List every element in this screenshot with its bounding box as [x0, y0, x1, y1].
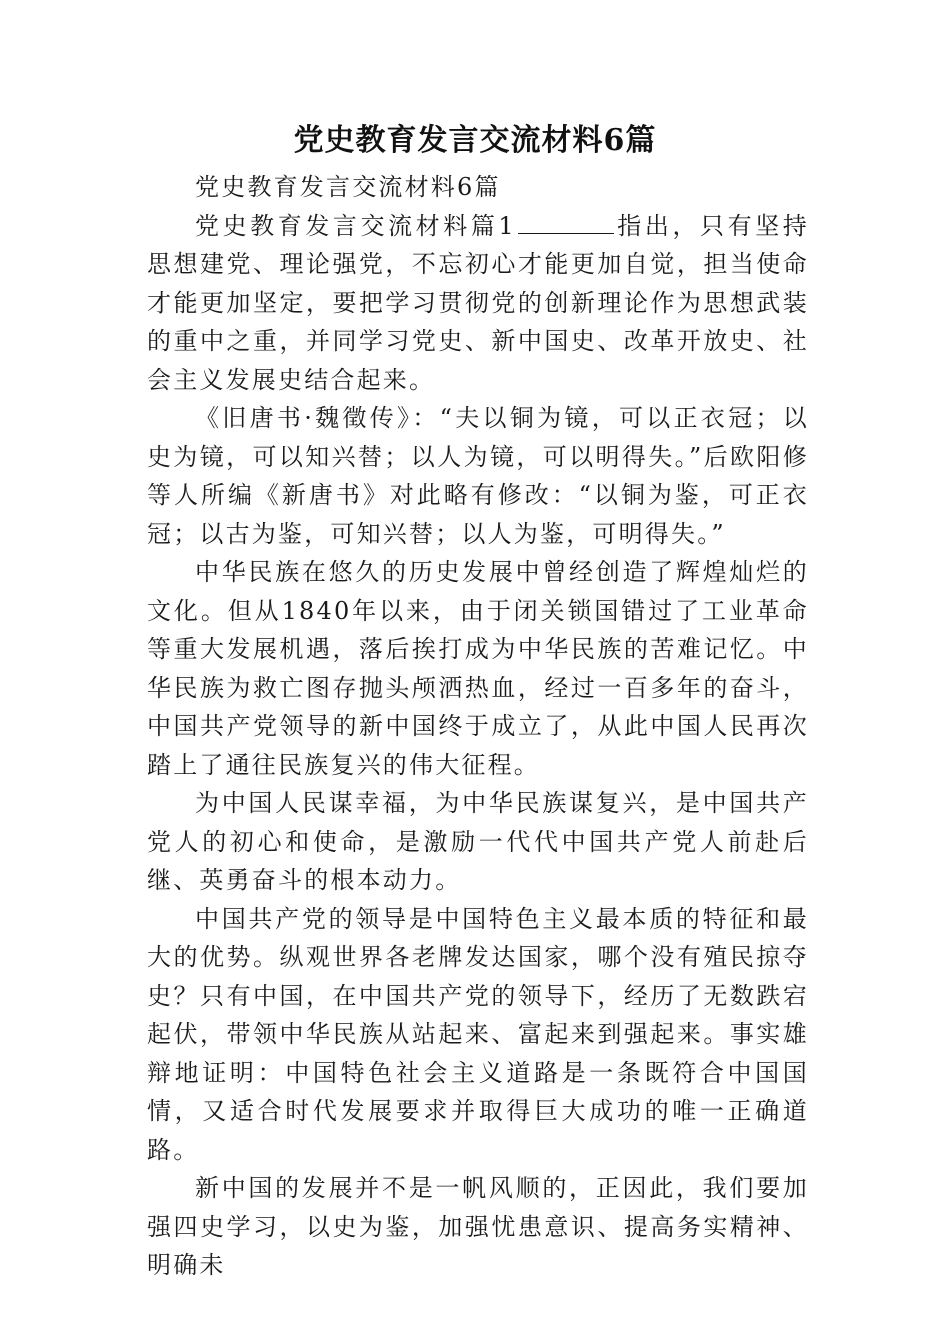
- paragraph-text: 《旧唐书·魏徵传》：“夫以铜为镜，可以正衣冠；以史为镜，可以知兴替；以人为镜，可以明得失。”后欧阳修等人所编《新唐书》对此略有修改：“以铜为鉴，可正衣冠；以古为鉴，可知兴替；以人为鉴，可明得失。”: [147, 404, 809, 548]
- paragraph-4: [147, 784, 809, 900]
- paragraph-5: [147, 900, 809, 1170]
- document-title: 党史教育发言交流材料6篇: [293, 123, 657, 158]
- paragraph-1: [147, 207, 809, 400]
- paragraph-3: [147, 553, 809, 784]
- paragraph-text: 新中国的发展并不是一帆风顺的，正因此，我们要加强四史学习，以史为鉴，加强忧患意识、提高务实精神、明确未: [147, 1174, 809, 1279]
- paragraph-text: 中华民族在悠久的历史发展中曾经创造了辉煌灿烂的文化。但从1840年以来，由于闭关锁国错过了工业革命等重大发展机遇，落后挨打成为中华民族的苦难记忆。中华民族为救亡图存抛头颅洒热血，经过一百多年的奋斗，中国共产党领导的新中国终于成立了，从此中国人民再次踏上了通往民族复兴的伟大征程。: [147, 558, 809, 779]
- paragraph-text: 中国共产党的领导是中国特色主义最本质的特征和最大的优势。纵观世界各老牌发达国家，哪个没有殖民掠夺史？只有中国，在中国共产党的领导下，经历了无数跌宕起伏，带领中华民族从站起来、富起来到强起来。事实雄辩地证明：中国特色社会主义道路是一条既符合中国国情，又适合时代发展要求并取得巨大成功的唯一正确道路。: [147, 904, 809, 1164]
- paragraph-text: 指出，只有坚持思想建党、理论强党，不忘初心才能更加自觉，担当使命才能更加坚定，要把学习贯彻党的创新理论作为思想武装的重中之重，并同学习党史、新中国史、改革开放史、社会主义发展史结合起来。: [147, 211, 809, 394]
- paragraph-text: 党史教育发言交流材料6篇: [195, 173, 501, 201]
- paragraph-6: [147, 1169, 809, 1285]
- blank-underline: [518, 211, 614, 234]
- paragraph-text: 党史教育发言交流材料篇1: [195, 211, 516, 240]
- paragraph-2: [147, 399, 809, 553]
- document-body: [147, 168, 809, 1285]
- paragraph-text: 为中国人民谋幸福，为中华民族谋复兴，是中国共产党人的初心和使命，是激励一代代中国共产党人前赴后继、英勇奋斗的根本动力。: [147, 789, 809, 894]
- paragraph-subtitle: [147, 168, 809, 207]
